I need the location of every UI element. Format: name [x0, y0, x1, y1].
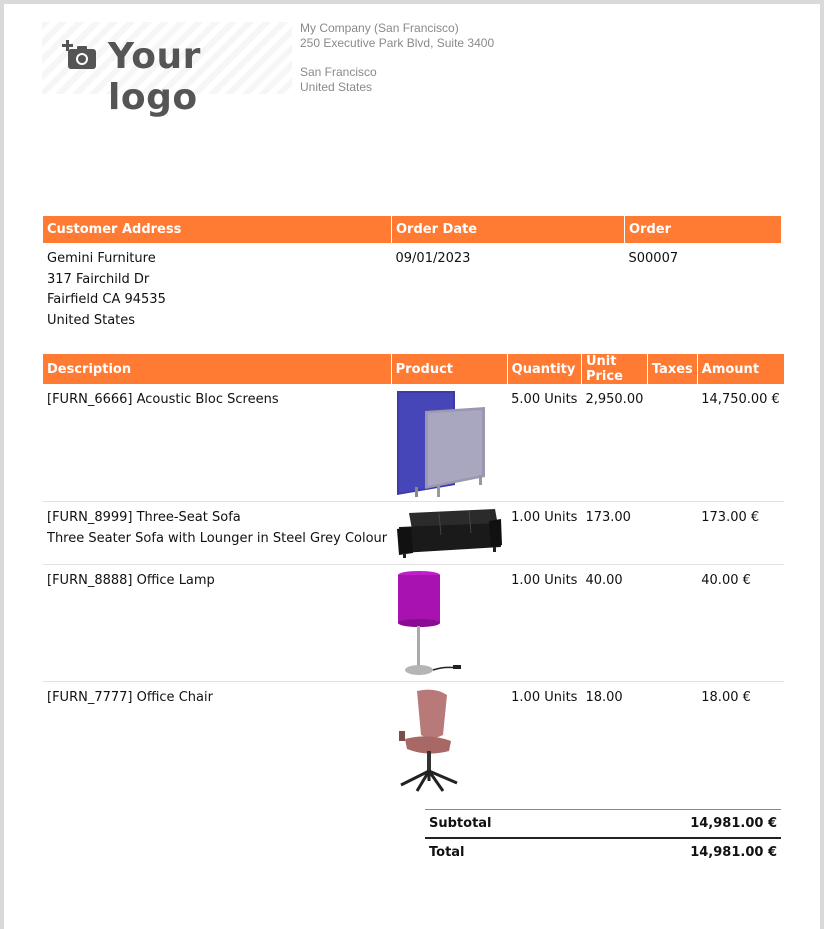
product-header: Product — [391, 354, 507, 384]
customer-address — [43, 243, 392, 331]
logo-text: Your logo — [108, 36, 201, 118]
line-quantity: 5.00 Units — [507, 384, 581, 501]
order-date: 09/01/2023 — [395, 251, 471, 266]
order-header: Order — [625, 216, 782, 243]
line-description-title: [FURN_8999] Three-Seat Sofa — [47, 509, 241, 525]
taxes-header: Taxes — [647, 354, 697, 384]
company-street: 250 Executive Park Blvd, Suite 3400 — [300, 36, 495, 50]
chair-image — [395, 687, 465, 797]
line-amount: 18.00 € — [701, 689, 751, 705]
line-product-image — [391, 384, 507, 501]
subtotal-amount: 14,981.00 € — [577, 810, 781, 839]
line-description: [FURN_6666] Acoustic Bloc Screens — [43, 384, 391, 501]
company-address — [300, 21, 494, 95]
table-row — [43, 384, 784, 501]
line-unit-price: 173.00 — [581, 501, 647, 564]
table-row — [43, 681, 784, 801]
line-taxes — [647, 384, 697, 501]
acoustic-screens-image — [395, 389, 495, 499]
customer-country: United States — [47, 312, 136, 328]
customer-name: Gemini Furniture — [47, 251, 156, 266]
amount-header: Amount — [697, 354, 784, 384]
subtotal-row — [425, 810, 781, 839]
camera-plus-icon — [62, 40, 98, 72]
order-document — [4, 4, 820, 929]
line-product-image — [391, 564, 507, 681]
line-description: [FURN_7777] Office Chair — [47, 689, 213, 705]
order-info-table — [43, 216, 781, 331]
line-unit-price: 40.00 — [581, 564, 647, 681]
line-amount: 173.00 € — [697, 501, 784, 564]
line-quantity: 1.00 Units — [511, 689, 578, 705]
table-row — [43, 564, 784, 681]
line-quantity: 1.00 Units — [507, 564, 581, 681]
line-taxes — [647, 564, 697, 681]
line-description-detail: Three Seater Sofa with Lounger in Steel Grey Colour — [47, 530, 388, 546]
order-date-header: Order Date — [392, 216, 625, 243]
line-quantity: 1.00 Units — [507, 501, 581, 564]
subtotal-label: Subtotal — [425, 810, 577, 839]
line-unit-price: 18.00 — [585, 689, 623, 705]
company-logo — [42, 22, 292, 118]
line-unit-price: 2,950.00 — [581, 384, 647, 501]
company-country: United States — [300, 80, 373, 94]
customer-city: Fairfield CA 94535 — [47, 292, 166, 307]
line-product-image — [391, 501, 507, 564]
quantity-header: Quantity — [507, 354, 581, 384]
line-description: [FURN_8888] Office Lamp — [43, 564, 391, 681]
order-lines-table — [43, 354, 784, 801]
table-row — [43, 501, 784, 564]
line-amount: 14,750.00 € — [697, 384, 784, 501]
line-description — [43, 501, 391, 564]
customer-street: 317 Fairchild Dr — [47, 271, 150, 287]
company-name: My Company (San Francisco) — [300, 21, 459, 35]
total-label: Total — [425, 838, 577, 866]
sofa-image — [395, 507, 503, 559]
description-header: Description — [43, 354, 391, 384]
order-number: S00007 — [628, 251, 679, 266]
total-row — [425, 838, 781, 866]
lamp-image — [395, 570, 475, 680]
totals-table — [425, 809, 781, 866]
line-taxes — [647, 501, 697, 564]
line-product-image — [391, 681, 507, 801]
unit-price-header: Unit Price — [581, 354, 647, 384]
customer-address-header: Customer Address — [43, 216, 392, 243]
line-amount: 40.00 € — [697, 564, 784, 681]
company-city: San Francisco — [300, 65, 377, 79]
line-taxes — [647, 681, 697, 801]
total-amount: 14,981.00 € — [577, 838, 781, 866]
